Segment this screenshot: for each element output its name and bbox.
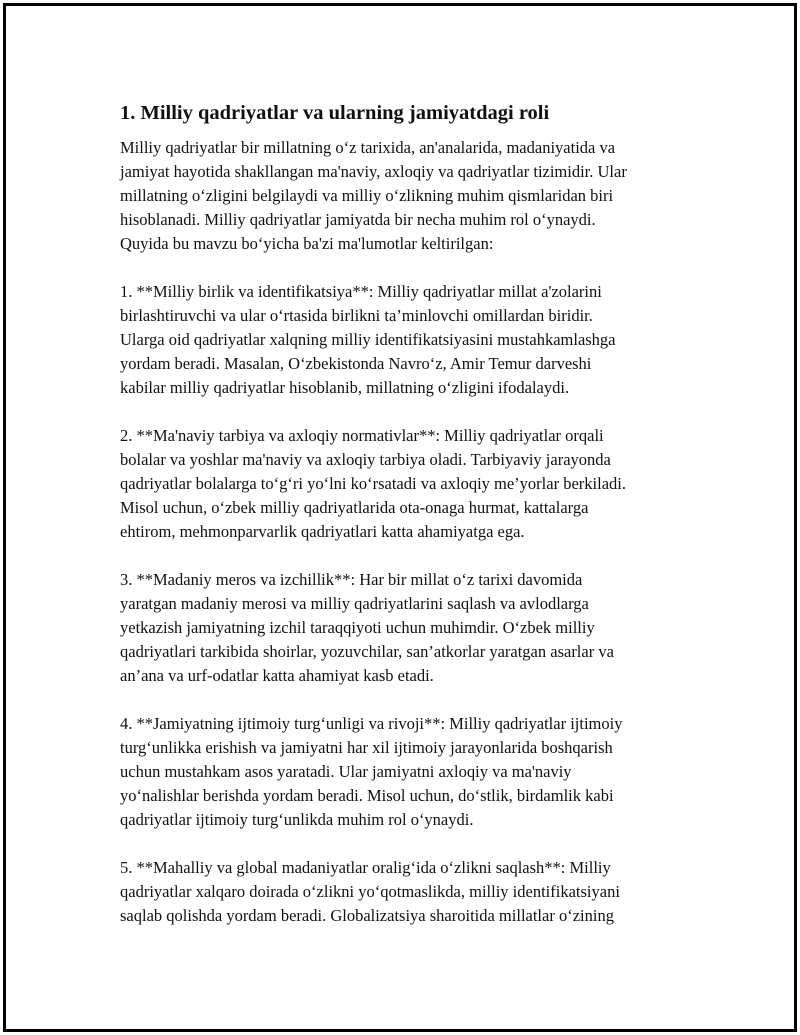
- paragraph-line: birlashtiruvchi va ular o‘rtasida birlikni ta’minlovchi omillardan biridir.: [120, 306, 593, 325]
- paragraph-line: 3. **Madaniy meros va izchillik**: Har bir millat o‘z tarixi davomida: [120, 570, 583, 589]
- paragraph-line: kabilar milliy qadriyatlar hisoblanib, millatning o‘zligini ifodalaydi.: [120, 378, 570, 397]
- paragraph-line: 5. **Mahalliy va global madaniyatlar oralig‘ida o‘zlikni saqlash**: Milliy: [120, 858, 611, 877]
- list-item-paragraph: [120, 568, 720, 688]
- list-item-paragraph: [120, 280, 720, 400]
- paragraph-line: yo‘nalishlar berishda yordam beradi. Misol uchun, do‘stlik, birdamlik kabi: [120, 786, 614, 805]
- paragraph-line: Ularga oid qadriyatlar xalqning milliy identifikatsiyasini mustahkamlashga: [120, 330, 616, 349]
- paragraph-line: uchun mustahkam asos yaratadi. Ular jamiyatni axloqiy va ma'naviy: [120, 762, 572, 781]
- paragraph-line: Quyida bu mavzu bo‘yicha ba'zi ma'lumotlar keltirilgan:: [120, 234, 494, 253]
- paragraph-line: hisoblanadi. Milliy qadriyatlar jamiyatda bir necha muhim rol o‘ynaydi.: [120, 210, 596, 229]
- paragraph-line: an’ana va urf-odatlar katta ahamiyat kasb etadi.: [120, 666, 434, 685]
- paragraph-line: yordam beradi. Masalan, O‘zbekistonda Navro‘z, Amir Temur darveshi: [120, 354, 592, 373]
- paragraph-line: 4. **Jamiyatning ijtimoiy turg‘unligi va rivoji**: Milliy qadriyatlar ijtimoiy: [120, 714, 623, 733]
- paragraph-line: yaratgan madaniy merosi va milliy qadriyatlarini saqlash va avlodlarga: [120, 594, 589, 613]
- paragraph-line: ehtirom, mehmonparvarlik qadriyatlari katta ahamiyatga ega.: [120, 522, 525, 541]
- paragraph-line: Milliy qadriyatlar bir millatning o‘z tarixida, an'analarida, madaniyatida va: [120, 138, 616, 157]
- document-body: [120, 100, 720, 952]
- paragraph-line: turg‘unlikka erishish va jamiyatni har xil ijtimoiy jarayonlarida boshqarish: [120, 738, 613, 757]
- list-item-paragraph: [120, 712, 720, 832]
- paragraph-line: bolalar va yoshlar ma'naviy va axloqiy tarbiya oladi. Tarbiyaviy jarayonda: [120, 450, 611, 469]
- paragraph-line: saqlab qolishda yordam beradi. Globalizatsiya sharoitida millatlar o‘zining: [120, 906, 614, 925]
- section-heading: 1. Milliy qadriyatlar va ularning jamiyatdagi roli: [120, 102, 550, 124]
- list-item-paragraph: [120, 856, 720, 928]
- paragraph-line: qadriyatlar bolalarga to‘g‘ri yo‘lni ko‘rsatadi va axloqiy me’yorlar berkiladi.: [120, 474, 626, 493]
- list-item-paragraph: [120, 424, 720, 544]
- paragraph-line: qadriyatlar xalqaro doirada o‘zlikni yo‘qotmaslikda, milliy identifikatsiyani: [120, 882, 620, 901]
- intro-paragraph: [120, 136, 720, 256]
- paragraph-line: 1. **Milliy birlik va identifikatsiya**: Milliy qadriyatlar millat a'zolarini: [120, 282, 602, 301]
- paragraph-line: qadriyatlar ijtimoiy turg‘unlikda muhim rol o‘ynaydi.: [120, 810, 474, 829]
- paragraph-line: jamiyat hayotida shakllangan ma'naviy, axloqiy va qadriyatlar tizimidir. Ular: [120, 162, 627, 181]
- paragraph-line: 2. **Ma'naviy tarbiya va axloqiy normativlar**: Milliy qadriyatlar orqali: [120, 426, 604, 445]
- paragraph-line: Misol uchun, o‘zbek milliy qadriyatlarida ota-onaga hurmat, kattalarga: [120, 498, 589, 517]
- paragraph-line: qadriyatlari tarkibida shoirlar, yozuvchilar, san’atkorlar yaratgan asarlar va: [120, 642, 614, 661]
- paragraph-line: yetkazish jamiyatning izchil taraqqiyoti uchun muhimdir. O‘zbek milliy: [120, 618, 595, 637]
- document-page: [3, 3, 797, 1032]
- paragraph-line: millatning o‘zligini belgilaydi va milliy o‘zlikning muhim qismlaridan biri: [120, 186, 614, 205]
